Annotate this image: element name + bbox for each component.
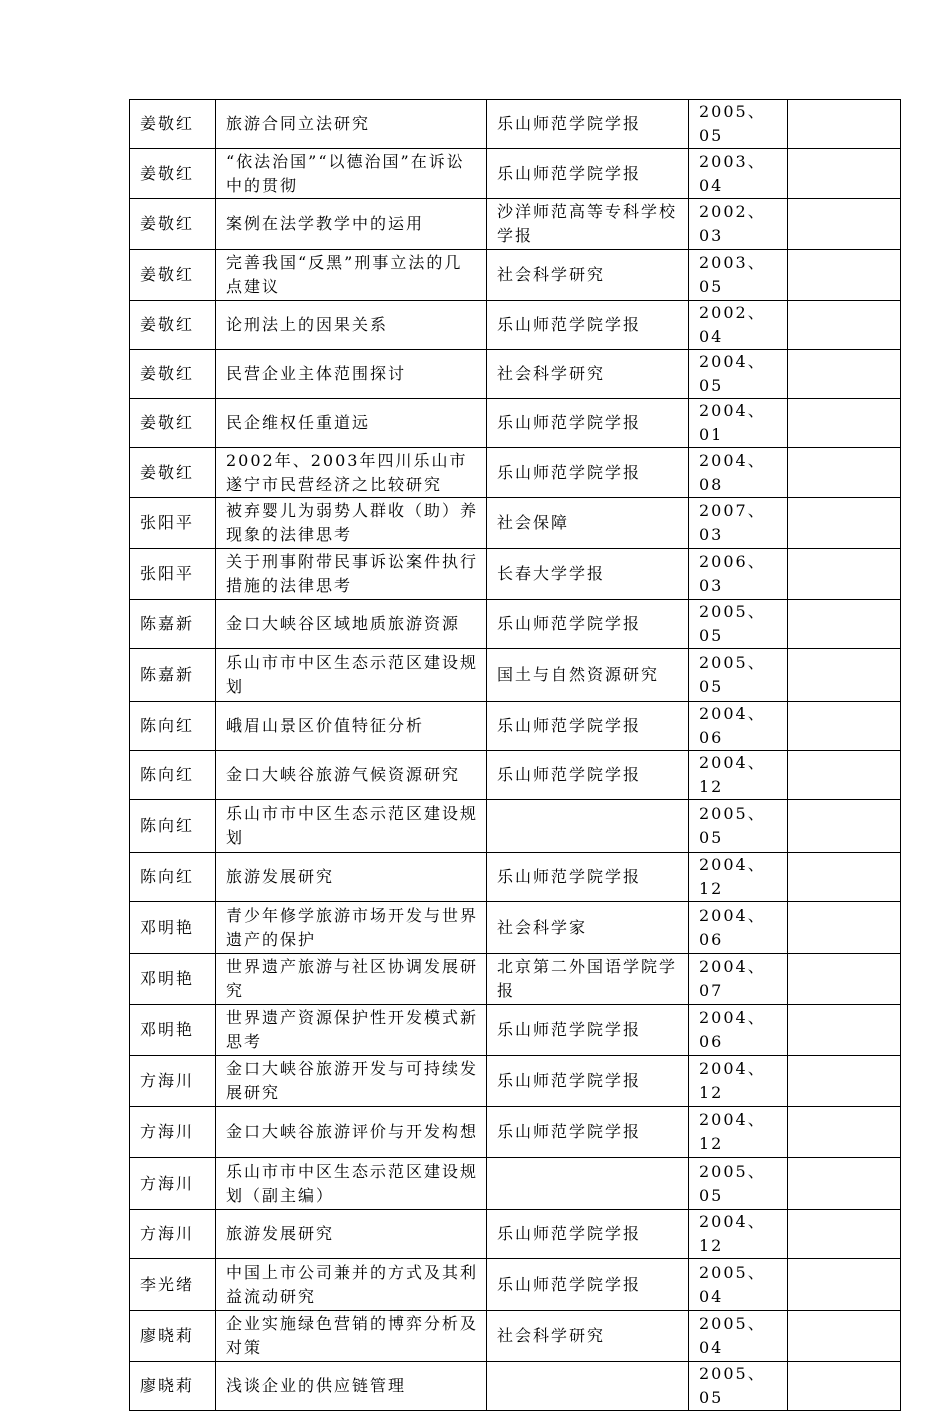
author-cell: 姜敬红: [130, 350, 216, 399]
journal-cell: 国土与自然资源研究: [487, 649, 689, 702]
date-cell: 2005、05: [689, 649, 788, 702]
author-cell: 方海川: [130, 1056, 216, 1107]
note-cell: [788, 549, 901, 600]
author-cell: 廖晓莉: [130, 1311, 216, 1362]
note-cell: [788, 1107, 901, 1158]
table-row: [130, 199, 901, 250]
title-cell: 金口大峡谷旅游评价与开发构想: [216, 1107, 487, 1158]
author-cell: 陈向红: [130, 751, 216, 800]
author-cell: 姜敬红: [130, 100, 216, 149]
table-row: [130, 1158, 901, 1210]
note-cell: [788, 350, 901, 399]
author-cell: 姜敬红: [130, 448, 216, 498]
date-cell: 2004、12: [689, 853, 788, 902]
note-cell: [788, 954, 901, 1005]
note-cell: [788, 702, 901, 751]
title-cell: 论刑法上的因果关系: [216, 301, 487, 350]
author-cell: 方海川: [130, 1158, 216, 1210]
date-cell: 2004、06: [689, 1005, 788, 1056]
title-cell: 被弃婴儿为弱势人群收（助）养现象的法律思考: [216, 498, 487, 549]
journal-cell: 乐山师范学院学报: [487, 1107, 689, 1158]
table-row: [130, 1005, 901, 1056]
author-cell: 姜敬红: [130, 149, 216, 199]
title-cell: “依法治国”“以德治国”在诉讼中的贯彻: [216, 149, 487, 199]
title-cell: 世界遗产资源保护性开发模式新思考: [216, 1005, 487, 1056]
title-cell: 乐山市市中区生态示范区建设规划: [216, 800, 487, 853]
table-row: [130, 954, 901, 1005]
journal-cell: 乐山师范学院学报: [487, 600, 689, 649]
date-cell: 2004、06: [689, 902, 788, 954]
date-cell: 2005、04: [689, 1311, 788, 1362]
journal-cell: 乐山师范学院学报: [487, 448, 689, 498]
date-cell: 2004、01: [689, 399, 788, 448]
date-cell: 2004、12: [689, 751, 788, 800]
title-cell: 乐山市市中区生态示范区建设规划（副主编）: [216, 1158, 487, 1210]
date-cell: 2004、06: [689, 702, 788, 751]
title-cell: 关于刑事附带民事诉讼案件执行措施的法律思考: [216, 549, 487, 600]
author-cell: 姜敬红: [130, 199, 216, 250]
note-cell: [788, 149, 901, 199]
journal-cell: 乐山师范学院学报: [487, 301, 689, 350]
author-cell: 方海川: [130, 1107, 216, 1158]
date-cell: 2004、07: [689, 954, 788, 1005]
journal-cell: 乐山师范学院学报: [487, 702, 689, 751]
table-row: [130, 1107, 901, 1158]
table-row: [130, 301, 901, 350]
journal-cell: [487, 800, 689, 853]
journal-cell: [487, 1158, 689, 1210]
date-cell: 2007、03: [689, 498, 788, 549]
author-cell: 姜敬红: [130, 250, 216, 301]
author-cell: 陈嘉新: [130, 600, 216, 649]
date-cell: 2003、04: [689, 149, 788, 199]
note-cell: [788, 1259, 901, 1311]
date-cell: 2006、03: [689, 549, 788, 600]
note-cell: [788, 1056, 901, 1107]
journal-cell: 社会科学研究: [487, 1311, 689, 1362]
table-row: [130, 1311, 901, 1362]
author-cell: 邓明艳: [130, 1005, 216, 1056]
table-row: [130, 1056, 901, 1107]
title-cell: 案例在法学教学中的运用: [216, 199, 487, 250]
title-cell: 企业实施绿色营销的博弈分析及对策: [216, 1311, 487, 1362]
title-cell: 乐山市市中区生态示范区建设规划: [216, 649, 487, 702]
author-cell: 陈嘉新: [130, 649, 216, 702]
note-cell: [788, 498, 901, 549]
date-cell: 2005、05: [689, 800, 788, 853]
note-cell: [788, 301, 901, 350]
note-cell: [788, 1005, 901, 1056]
journal-cell: 乐山师范学院学报: [487, 751, 689, 800]
title-cell: 中国上市公司兼并的方式及其利益流动研究: [216, 1259, 487, 1311]
note-cell: [788, 250, 901, 301]
title-cell: 金口大峡谷旅游开发与可持续发展研究: [216, 1056, 487, 1107]
publications-table-body: [130, 100, 901, 1411]
journal-cell: 乐山师范学院学报: [487, 1259, 689, 1311]
journal-cell: 沙洋师范高等专科学校学报: [487, 199, 689, 250]
date-cell: 2005、05: [689, 1158, 788, 1210]
note-cell: [788, 853, 901, 902]
title-cell: 完善我国“反黑”刑事立法的几点建议: [216, 250, 487, 301]
date-cell: 2003、05: [689, 250, 788, 301]
journal-cell: 乐山师范学院学报: [487, 100, 689, 149]
title-cell: 民企维权任重道远: [216, 399, 487, 448]
table-row: [130, 448, 901, 498]
author-cell: 姜敬红: [130, 399, 216, 448]
date-cell: 2002、03: [689, 199, 788, 250]
table-row: [130, 149, 901, 199]
table-row: [130, 902, 901, 954]
author-cell: 李光绪: [130, 1259, 216, 1311]
title-cell: 世界遗产旅游与社区协调发展研究: [216, 954, 487, 1005]
note-cell: [788, 448, 901, 498]
note-cell: [788, 1158, 901, 1210]
author-cell: 陈向红: [130, 702, 216, 751]
journal-cell: 乐山师范学院学报: [487, 853, 689, 902]
note-cell: [788, 600, 901, 649]
table-row: [130, 1259, 901, 1311]
table-row: [130, 250, 901, 301]
journal-cell: 乐山师范学院学报: [487, 1210, 689, 1259]
journal-cell: 社会科学研究: [487, 250, 689, 301]
journal-cell: 乐山师范学院学报: [487, 1056, 689, 1107]
title-cell: 旅游发展研究: [216, 853, 487, 902]
table-row: [130, 702, 901, 751]
title-cell: 民营企业主体范围探讨: [216, 350, 487, 399]
title-cell: 金口大峡谷旅游气候资源研究: [216, 751, 487, 800]
author-cell: 陈向红: [130, 800, 216, 853]
table-row: [130, 498, 901, 549]
date-cell: 2004、12: [689, 1210, 788, 1259]
date-cell: 2005、05: [689, 100, 788, 149]
publications-table: [129, 99, 901, 1411]
title-cell: 旅游发展研究: [216, 1210, 487, 1259]
note-cell: [788, 649, 901, 702]
date-cell: 2005、05: [689, 600, 788, 649]
note-cell: [788, 1362, 901, 1411]
note-cell: [788, 199, 901, 250]
date-cell: 2004、08: [689, 448, 788, 498]
author-cell: 姜敬红: [130, 301, 216, 350]
date-cell: 2002、04: [689, 301, 788, 350]
date-cell: 2005、04: [689, 1259, 788, 1311]
title-cell: 峨眉山景区价值特征分析: [216, 702, 487, 751]
date-cell: 2004、05: [689, 350, 788, 399]
table-row: [130, 1210, 901, 1259]
journal-cell: 社会科学家: [487, 902, 689, 954]
table-row: [130, 751, 901, 800]
author-cell: 张阳平: [130, 549, 216, 600]
note-cell: [788, 902, 901, 954]
title-cell: 青少年修学旅游市场开发与世界遗产的保护: [216, 902, 487, 954]
note-cell: [788, 100, 901, 149]
table-row: [130, 350, 901, 399]
author-cell: 陈向红: [130, 853, 216, 902]
author-cell: 邓明艳: [130, 954, 216, 1005]
note-cell: [788, 751, 901, 800]
journal-cell: 社会保障: [487, 498, 689, 549]
table-row: [130, 399, 901, 448]
table-row: [130, 853, 901, 902]
note-cell: [788, 399, 901, 448]
table-row: [130, 800, 901, 853]
date-cell: 2004、12: [689, 1056, 788, 1107]
table-row: [130, 649, 901, 702]
title-cell: 金口大峡谷区域地质旅游资源: [216, 600, 487, 649]
journal-cell: 乐山师范学院学报: [487, 1005, 689, 1056]
table-row: [130, 600, 901, 649]
journal-cell: 北京第二外国语学院学报: [487, 954, 689, 1005]
note-cell: [788, 800, 901, 853]
note-cell: [788, 1210, 901, 1259]
title-cell: 浅谈企业的供应链管理: [216, 1362, 487, 1411]
author-cell: 张阳平: [130, 498, 216, 549]
author-cell: 邓明艳: [130, 902, 216, 954]
title-cell: 2002年、2003年四川乐山市遂宁市民营经济之比较研究: [216, 448, 487, 498]
date-cell: 2004、12: [689, 1107, 788, 1158]
author-cell: 廖晓莉: [130, 1362, 216, 1411]
journal-cell: 长春大学学报: [487, 549, 689, 600]
author-cell: 方海川: [130, 1210, 216, 1259]
journal-cell: 乐山师范学院学报: [487, 149, 689, 199]
journal-cell: 社会科学研究: [487, 350, 689, 399]
table-row: [130, 100, 901, 149]
date-cell: 2005、05: [689, 1362, 788, 1411]
journal-cell: [487, 1362, 689, 1411]
title-cell: 旅游合同立法研究: [216, 100, 487, 149]
table-row: [130, 549, 901, 600]
note-cell: [788, 1311, 901, 1362]
journal-cell: 乐山师范学院学报: [487, 399, 689, 448]
table-row: [130, 1362, 901, 1411]
